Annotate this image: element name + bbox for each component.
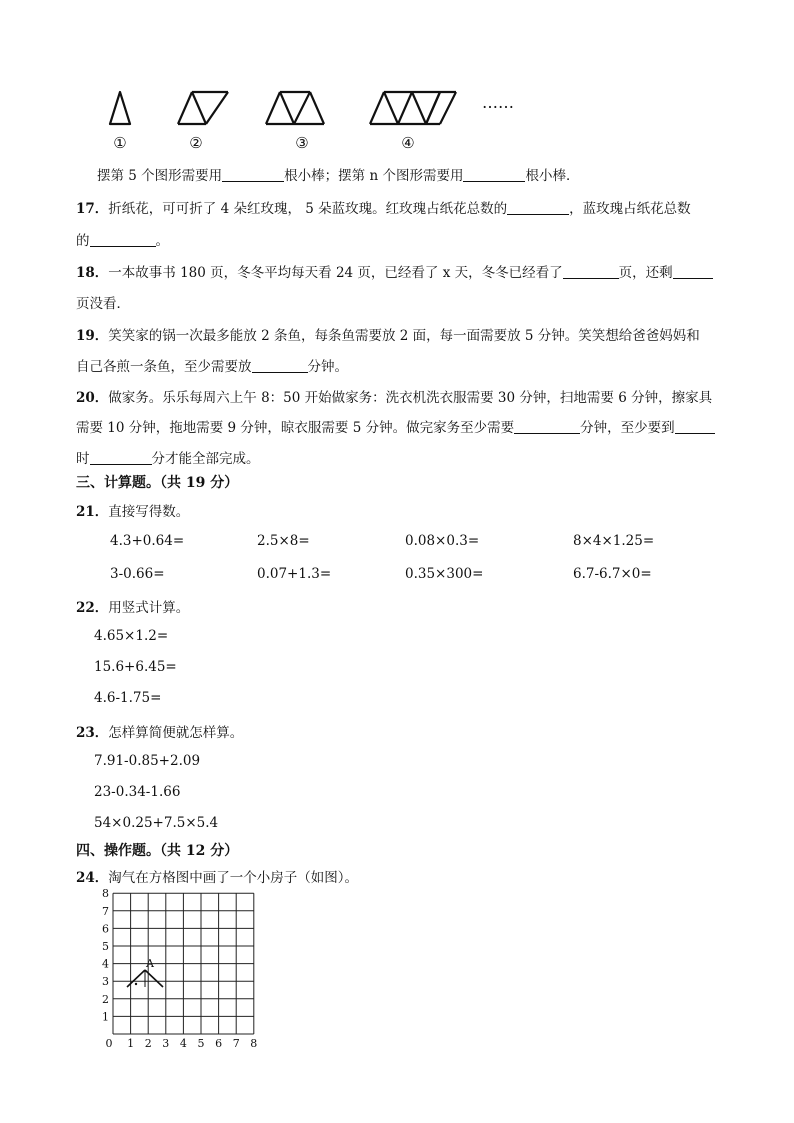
q19-text-1: 笑笑家的锅一次最多能放 2 条鱼，每条鱼需要放 2 面，每一面需要放 5 分钟。笑笑想给爸爸妈妈和 bbox=[108, 328, 700, 344]
q16-text-2: 根小棒；摆第 n 个图形需要用 bbox=[284, 168, 464, 184]
x-tick-label: 2 bbox=[144, 1037, 152, 1050]
y-tick-label: 2 bbox=[102, 992, 109, 1006]
figure-label-2: ② bbox=[189, 134, 203, 152]
q21-row-1-col-3: 0.08×0.3= bbox=[405, 533, 480, 549]
y-tick-label: 7 bbox=[102, 904, 109, 918]
q22-item-2: 15.6+6.45= bbox=[94, 659, 177, 675]
x-tick-label: 8 bbox=[250, 1037, 258, 1050]
q21-heading bbox=[76, 500, 189, 520]
q20-line-1 bbox=[76, 386, 712, 406]
q17-line-2 bbox=[76, 229, 169, 249]
q23-number: 23． bbox=[76, 725, 109, 741]
q22-heading bbox=[76, 596, 189, 616]
q21-text: 直接写得数。 bbox=[108, 504, 190, 520]
triangle-pattern-figures bbox=[100, 82, 540, 154]
q21-row-2-col-1: 3-0.66= bbox=[110, 566, 165, 582]
q17-number: 17． bbox=[76, 201, 109, 217]
x-tick-label: 7 bbox=[232, 1037, 240, 1050]
house-dot bbox=[135, 983, 137, 985]
figure-2-shape bbox=[178, 92, 228, 124]
q21-row-2-col-4: 6.7-6.7×0= bbox=[573, 566, 652, 582]
q20-line-3 bbox=[76, 447, 260, 467]
q18-text-3: 页没看． bbox=[76, 296, 130, 312]
q20-text-5: 分才能全部完成。 bbox=[151, 451, 260, 467]
point-a-label: A bbox=[146, 957, 154, 970]
figure-label-4: ④ bbox=[401, 134, 415, 152]
q21-row-2-col-3: 0.35×300= bbox=[405, 566, 484, 582]
q17-line-1 bbox=[76, 197, 691, 217]
q23-heading bbox=[76, 721, 243, 741]
y-tick-label: 8 bbox=[102, 887, 109, 901]
q17-text-3: 的 bbox=[76, 233, 90, 249]
section-4-heading: 四、操作题。（共 12 分） bbox=[76, 843, 239, 859]
q21-row-1-col-2: 2.5×8= bbox=[257, 533, 310, 549]
x-tick-label: 0 bbox=[105, 1037, 113, 1050]
q16-line bbox=[97, 164, 579, 184]
q17-text-1: 折纸花，可可折了 4 朵红玫瑰， 5 朵蓝玫瑰。红玫瑰占纸花总数的 bbox=[108, 201, 508, 217]
q16-text-3: 根小棒． bbox=[525, 168, 580, 184]
q17-blank-1[interactable] bbox=[507, 200, 569, 215]
q24-text: 淘气在方格图中画了一个小房子（如图）。 bbox=[108, 870, 359, 886]
q18-line-2 bbox=[76, 292, 130, 312]
q21-row-1-col-4: 8×4×1.25= bbox=[573, 533, 655, 549]
q20-number: 20． bbox=[76, 390, 109, 406]
figure-1-shape bbox=[110, 92, 130, 124]
q18-blank-1[interactable] bbox=[563, 264, 619, 279]
q21-row-2-col-2: 0.07+1.3= bbox=[257, 566, 332, 582]
q22-item-3: 4.6-1.75= bbox=[94, 690, 162, 706]
q23-item-1: 7.91-0.85+2.09 bbox=[94, 753, 201, 769]
q20-line-2 bbox=[76, 416, 715, 436]
q16-text-1: 摆第 5 个图形需要用 bbox=[97, 168, 223, 184]
x-tick-label: 6 bbox=[215, 1037, 223, 1050]
q18-number: 18． bbox=[76, 265, 109, 281]
q17-text-2: ，蓝玫瑰占纸花总数 bbox=[569, 201, 691, 217]
q20-text-2: 需要 10 分钟，拖地需要 9 分钟，晾衣服需要 5 分钟。做完家务至少需要 bbox=[76, 420, 515, 436]
q21-row-1-col-1: 4.3+0.64= bbox=[110, 533, 185, 549]
q20-text-3: 分钟，至少要到 bbox=[580, 420, 675, 436]
q24-heading bbox=[76, 866, 358, 886]
q22-number: 22． bbox=[76, 600, 109, 616]
q23-item-3: 54×0.25+7.5×5.4 bbox=[94, 815, 219, 831]
q17-blank-2[interactable] bbox=[90, 232, 156, 247]
x-tick-label: 4 bbox=[179, 1037, 187, 1050]
q21-number: 21． bbox=[76, 504, 109, 520]
q18-text-1: 一本故事书 180 页，冬冬平均每天看 24 页，已经看了 x 天，冬冬已经看了 bbox=[108, 265, 563, 281]
y-tick-label: 6 bbox=[102, 922, 109, 936]
q22-text: 用竖式计算。 bbox=[108, 600, 190, 616]
y-tick-label: 3 bbox=[102, 975, 109, 989]
house-shape bbox=[127, 970, 163, 987]
q18-line-1 bbox=[76, 261, 713, 281]
q20-blank-2[interactable] bbox=[675, 419, 715, 434]
x-tick-label: 5 bbox=[197, 1037, 205, 1050]
q16-blank-1[interactable] bbox=[222, 167, 284, 182]
section-3-heading: 三、计算题。（共 19 分） bbox=[76, 475, 239, 491]
q18-blank-2[interactable] bbox=[673, 264, 713, 279]
q20-blank-1[interactable] bbox=[514, 419, 580, 434]
y-tick-label: 5 bbox=[102, 940, 109, 953]
figure-label-3: ③ bbox=[295, 134, 309, 152]
q19-line-2 bbox=[76, 355, 348, 375]
q19-text-3: 分钟。 bbox=[307, 359, 348, 375]
figure-3-shape bbox=[266, 92, 324, 124]
y-tick-label: 1 bbox=[102, 1010, 109, 1024]
q22-item-1: 4.65×1.2= bbox=[94, 628, 169, 644]
q23-item-2: 23-0.34-1.66 bbox=[94, 784, 181, 800]
q20-blank-3[interactable] bbox=[90, 450, 152, 465]
q20-text-4: 时 bbox=[76, 451, 90, 467]
q18-text-2: 页，还剩 bbox=[618, 265, 673, 281]
q19-number: 19． bbox=[76, 328, 109, 344]
figure-label-1: ① bbox=[113, 134, 127, 152]
q17-text-4: 。 bbox=[155, 233, 169, 249]
x-tick-label: 1 bbox=[127, 1037, 135, 1050]
grid-lines bbox=[113, 893, 254, 1034]
q19-line-1 bbox=[76, 324, 700, 344]
y-tick-label: 4 bbox=[102, 957, 109, 971]
q24-number: 24． bbox=[76, 870, 109, 886]
q19-text-2: 自己各煎一条鱼，至少需要放 bbox=[76, 359, 252, 375]
q16-blank-2[interactable] bbox=[463, 167, 525, 182]
q23-text: 怎样算简便就怎样算。 bbox=[108, 725, 244, 741]
figures-ellipsis: …… bbox=[482, 93, 514, 112]
q19-blank[interactable] bbox=[252, 358, 308, 373]
grid-figure bbox=[96, 887, 266, 1054]
q20-text-1: 做家务。乐乐每周六上午 8：50 开始做家务：洗衣机洗衣服需要 30 分钟，扫地需要 6 分钟，擦家具 bbox=[108, 390, 713, 406]
figure-4-shape bbox=[370, 92, 456, 124]
x-tick-label: 3 bbox=[162, 1037, 170, 1050]
